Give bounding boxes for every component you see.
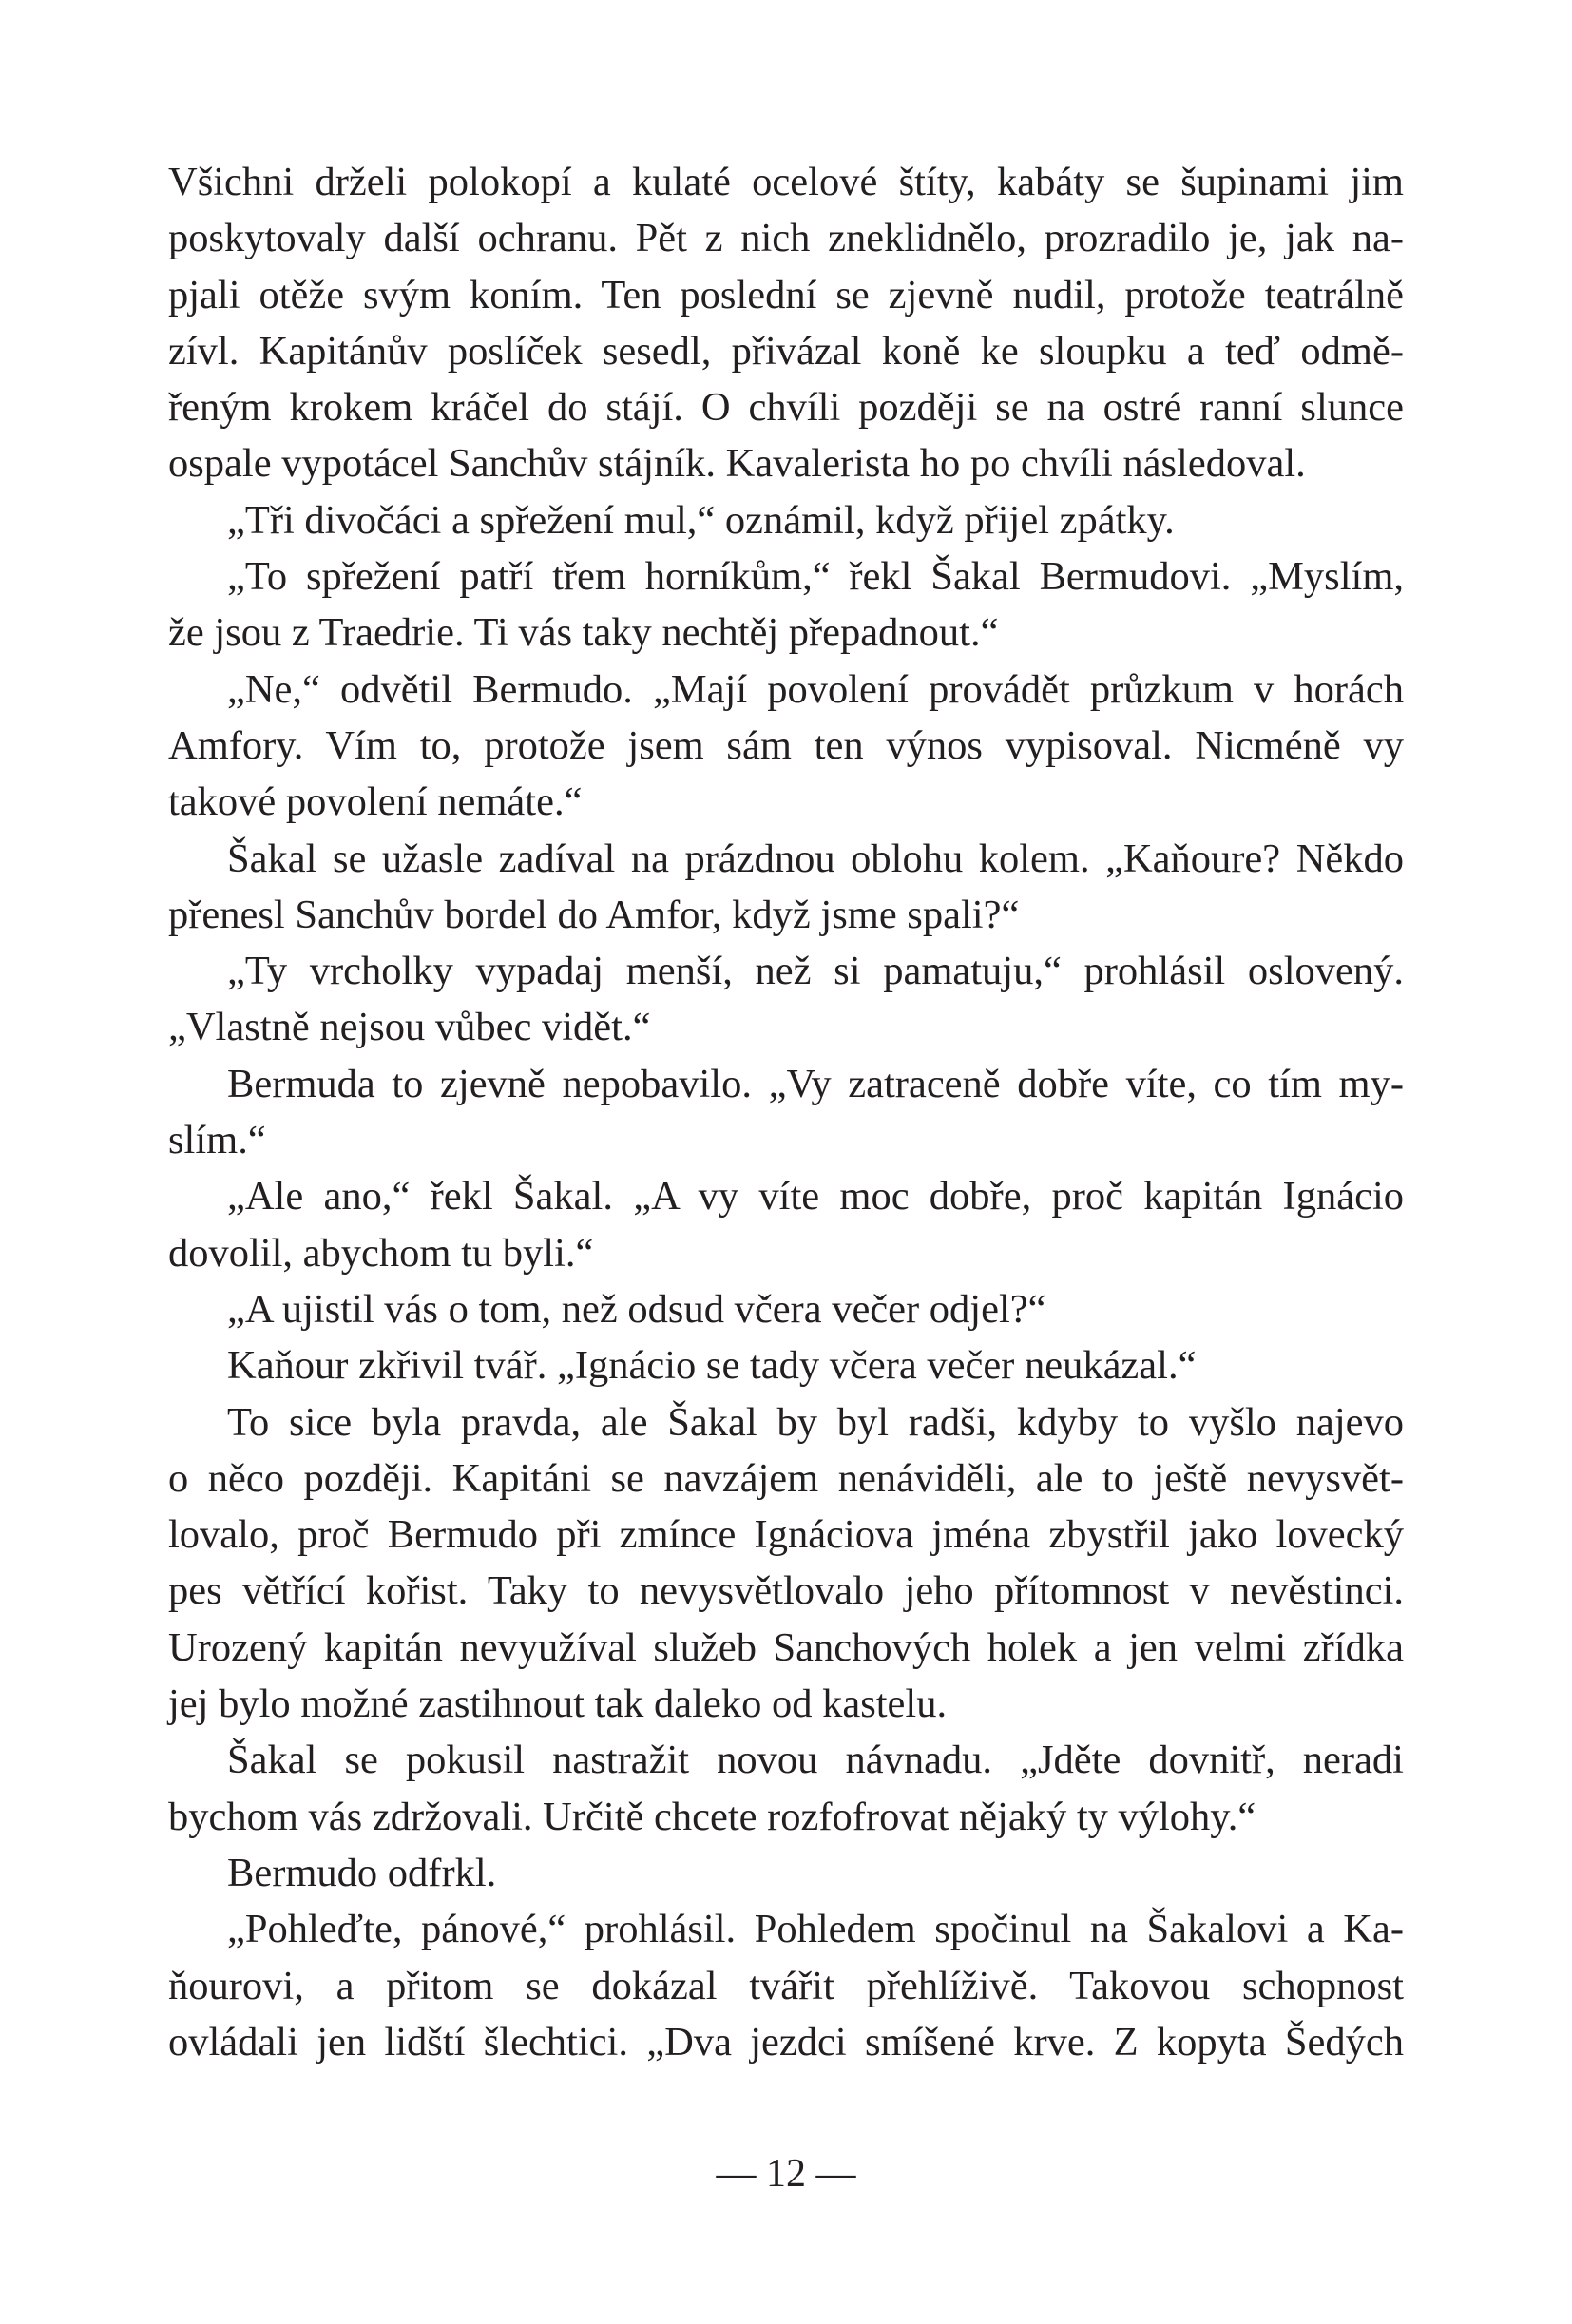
- text-line: ospale vypotácel Sanchův stájník. Kavalerista ho po chvíli následoval.: [168, 441, 1306, 487]
- text-line: Amfory. Vím to, protože jsem sám ten výnos vypisoval. Nicméně vy: [168, 722, 1404, 768]
- text-line: „Pohleďte, pánové,“ prohlásil. Pohledem spočinul na Šakalovi a Ka-: [227, 1907, 1404, 1952]
- text-line: takové povolení nemáte.“: [168, 779, 583, 825]
- text-line: „Ale ano,“ řekl Šakal. „A vy víte moc dobře, proč kapitán Ignácio: [227, 1174, 1404, 1220]
- text-line: dovolil, abychom tu byli.“: [168, 1230, 594, 1276]
- text-line: ňourovi, a přitom se dokázal tvářit přehlíživě. Takovou schopnost: [168, 1963, 1404, 2008]
- text-line: řeným krokem kráčel do stájí. O chvíli později se na ostré ranní slunce: [168, 385, 1404, 431]
- text-line: bychom vás zdržovali. Určitě chcete rozfofrovat nějaký ty výlohy.“: [168, 1794, 1256, 1839]
- text-line: „Tři divočáci a spřežení mul,“ oznámil, když přijel zpátky.: [227, 497, 1175, 543]
- text-line: „Ty vrcholky vypadaj menší, než si pamatuju,“ prohlásil oslovený.: [227, 949, 1404, 994]
- text-line: Šakal se užasle zadíval na prázdnou oblohu kolem. „Kaňoure? Někdo: [227, 835, 1404, 881]
- text-line: To sice byla pravda, ale Šakal by byl radši, kdyby to vyšlo najevo: [227, 1399, 1404, 1445]
- text-line: Bermudo odfrkl.: [227, 1850, 497, 1895]
- body-text: [168, 154, 1404, 2070]
- text-line: ovládali jen lidští šlechtici. „Dva jezdci smíšené krve. Z kopyta Šedých: [168, 2019, 1404, 2065]
- text-line: zívl. Kapitánův poslíček sesedl, přivázal koně ke sloupku a teď odmě-: [168, 328, 1404, 374]
- text-line: Urozený kapitán nevyužíval služeb Sanchových holek a jen velmi zřídka: [168, 1624, 1404, 1670]
- text-line: o něco později. Kapitáni se navzájem nenáviděli, ale to ještě nevysvět-: [168, 1455, 1404, 1501]
- text-line: „A ujistil vás o tom, než odsud včera večer odjel?“: [227, 1286, 1046, 1332]
- text-line: Šakal se pokusil nastražit novou návnadu. „Jděte dovnitř, neradi: [227, 1738, 1404, 1783]
- text-line: Všichni drželi polokopí a kulaté ocelové štíty, kabáty se šupinami jim: [168, 160, 1404, 204]
- text-line: pes větřící kořist. Taky to nevysvětlovalo jeho přítomnost v nevěstinci.: [168, 1568, 1404, 1614]
- text-line: pjali otěže svým koním. Ten poslední se zjevně nudil, protože teatrálně: [168, 272, 1404, 317]
- text-line: poskytovaly další ochranu. Pět z nich zneklidnělo, prozradilo je, jak na-: [168, 216, 1404, 261]
- text-line: přenesl Sanchův bordel do Amfor, když jsme spali?“: [168, 892, 1020, 937]
- text-line: „Vlastně nejsou vůbec vidět.“: [168, 1005, 651, 1050]
- text-line: slím.“: [168, 1118, 266, 1163]
- text-line: Kaňour zkřivil tvář. „Ignácio se tady včera večer neukázal.“: [227, 1343, 1197, 1389]
- text-line: „To spřežení patří třem horníkům,“ řekl Šakal Bermudovi. „Myslím,: [227, 554, 1404, 600]
- text-line: jej bylo možné zastihnout tak daleko od kastelu.: [168, 1681, 948, 1727]
- text-line: že jsou z Traedrie. Ti vás taky nechtěj přepadnout.“: [168, 610, 999, 656]
- page-number: — 12 —: [716, 2152, 856, 2196]
- text-line: Bermuda to zjevně nepobavilo. „Vy zatraceně dobře víte, co tím my-: [227, 1061, 1404, 1106]
- text-line: lovalo, proč Bermudo při zmínce Ignáciova jména zbystřil jako lovecký: [168, 1512, 1404, 1558]
- text-line: „Ne,“ odvětil Bermudo. „Mají povolení provádět průzkum v horách: [227, 666, 1404, 712]
